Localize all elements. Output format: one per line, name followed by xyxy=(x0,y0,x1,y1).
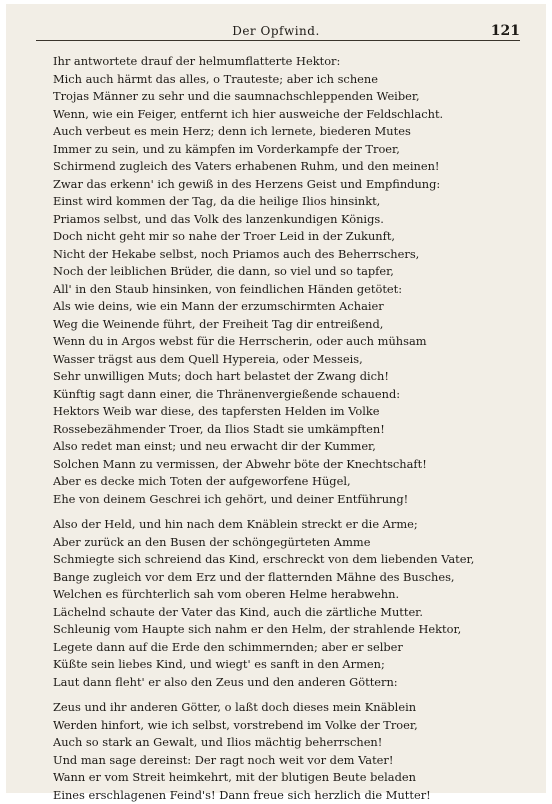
verse-line: Küßte sein liebes Kind, und wiegt' es sanft in den Armen; xyxy=(53,656,513,674)
verse-line: Bange zugleich vor dem Erz und der flatternden Mähne des Busches, xyxy=(53,569,513,587)
verse-line: Immer zu sein, und zu kämpfen im Vorderkampfe der Troer, xyxy=(53,141,513,159)
verse-line: Werden hinfort, wie ich selbst, vorstrebend im Volke der Troer, xyxy=(53,717,513,735)
verse-line: Ehe von deinem Geschrei ich gehört, und deiner Entführung! xyxy=(53,491,513,509)
verse-line: Auch so stark an Gewalt, und Ilios mächtig beherrschen! xyxy=(53,734,513,752)
verse-line: Wasser trägst aus dem Quell Hypereia, oder Messeis, xyxy=(53,351,513,369)
verse-line: Hektors Weib war diese, des tapfersten Helden im Volke xyxy=(53,403,513,421)
stanza xyxy=(53,516,513,691)
verse-line: Wann er vom Streit heimkehrt, mit der blutigen Beute beladen xyxy=(53,769,513,787)
verse-line: Laut dann fleht' er also den Zeus und den anderen Göttern: xyxy=(53,674,513,692)
verse-line: Wenn, wie ein Feiger, entfernt ich hier ausweiche der Feldschlacht. xyxy=(53,106,513,124)
running-head: Der Opfwind. xyxy=(36,24,516,38)
verse-line: All' in den Staub hinsinken, von feindlichen Händen getötet: xyxy=(53,281,513,299)
verse-line: Schirmend zugleich des Vaters erhabenen Ruhm, und den meinen! xyxy=(53,158,513,176)
verse-line: Schmiegte sich schreiend das Kind, erschreckt von dem liebenden Vater, xyxy=(53,551,513,569)
verse-line: Priamos selbst, und das Volk des lanzenkundigen Königs. xyxy=(53,211,513,229)
verse-line: Weg die Weinende führt, der Freiheit Tag dir entreißend, xyxy=(53,316,513,334)
stanza xyxy=(53,53,513,508)
verse-line: Und man sage dereinst: Der ragt noch weit vor dem Vater! xyxy=(53,752,513,770)
header-rule xyxy=(36,40,520,41)
verse-line: Lächelnd schaute der Vater das Kind, auch die zärtliche Mutter. xyxy=(53,604,513,622)
verse-line: Legete dann auf die Erde den schimmernden; aber er selber xyxy=(53,639,513,657)
verse-line: Rossebezähmender Troer, da Ilios Stadt sie umkämpften! xyxy=(53,421,513,439)
verse-line: Auch verbeut es mein Herz; denn ich lernete, biederen Mutes xyxy=(53,123,513,141)
verse-line: Zeus und ihr anderen Götter, o laßt doch dieses mein Knäblein xyxy=(53,699,513,717)
verse-line: Aber es decke mich Toten der aufgeworfene Hügel, xyxy=(53,473,513,491)
verse-line: Doch nicht geht mir so nahe der Troer Leid in der Zukunft, xyxy=(53,228,513,246)
verse-line: Einst wird kommen der Tag, da die heilige Ilios hinsinkt, xyxy=(53,193,513,211)
verse-text xyxy=(53,53,513,804)
verse-line: Solchen Mann zu vermissen, der Abwehr böte der Knechtschaft! xyxy=(53,456,513,474)
verse-line: Wenn du in Argos webst für die Herrscherin, oder auch mühsam xyxy=(53,333,513,351)
verse-line: Noch der leiblichen Brüder, die dann, so viel und so tapfer, xyxy=(53,263,513,281)
verse-line: Als wie deins, wie ein Mann der erzumschirmten Achaier xyxy=(53,298,513,316)
verse-line: Also redet man einst; und neu erwacht dir der Kummer, xyxy=(53,438,513,456)
verse-line: Trojas Männer zu sehr und die saumnachschleppenden Weiber, xyxy=(53,88,513,106)
verse-line: Also der Held, und hin nach dem Knäblein streckt er die Arme; xyxy=(53,516,513,534)
verse-line: Künftig sagt dann einer, die Thränenvergießende schauend: xyxy=(53,386,513,404)
verse-line: Schleunig vom Haupte sich nahm er den Helm, der strahlende Hektor, xyxy=(53,621,513,639)
verse-line: Ihr antwortete drauf der helmumflatterte Hektor: xyxy=(53,53,513,71)
verse-line: Zwar das erkenn' ich gewiß in des Herzens Geist und Empfindung: xyxy=(53,176,513,194)
verse-line: Nicht der Hekabe selbst, noch Priamos auch des Beherrschers, xyxy=(53,246,513,264)
verse-line: Sehr unwilligen Muts; doch hart belastet der Zwang dich! xyxy=(53,368,513,386)
stanza xyxy=(53,699,513,804)
verse-line: Eines erschlagenen Feind's! Dann freue sich herzlich die Mutter! xyxy=(53,787,513,804)
verse-line: Aber zurück an den Busen der schöngegürteten Amme xyxy=(53,534,513,552)
verse-line: Mich auch härmt das alles, o Trauteste; aber ich schene xyxy=(53,71,513,89)
verse-line: Welchen es fürchterlich sah vom oberen Helme herabwehn. xyxy=(53,586,513,604)
page-number: 121 xyxy=(491,23,520,39)
book-page xyxy=(6,4,546,793)
